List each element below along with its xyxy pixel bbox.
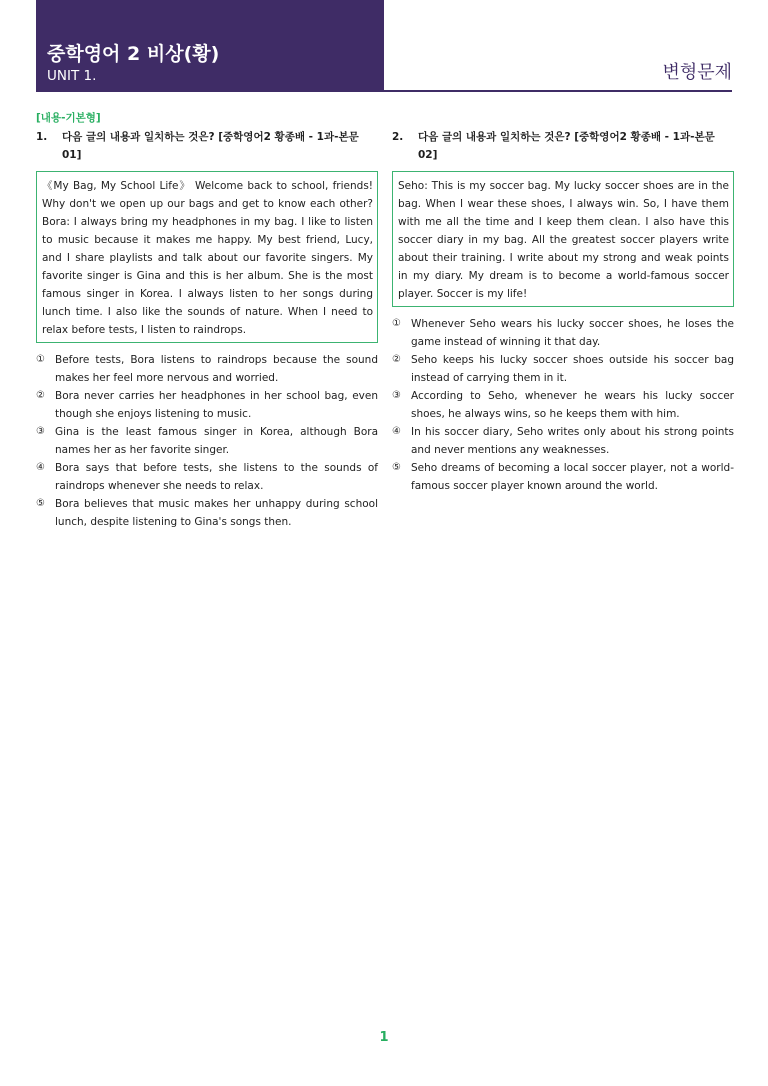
question-1 <box>36 110 378 531</box>
option-text: Gina is the least famous singer in Korea, although Bora names her as her favorite singer. <box>55 426 378 456</box>
question-prompt: 다음 글의 내용과 일치하는 것은? [중학영어2 황종배 - 1과-본문 02] <box>418 131 715 161</box>
option-number: ① <box>392 318 401 329</box>
option-4[interactable] <box>392 423 734 459</box>
option-number: ② <box>392 354 401 365</box>
category-tag: [내용-기본형] <box>36 112 101 124</box>
option-1[interactable] <box>392 315 734 351</box>
option-5[interactable] <box>36 495 378 531</box>
question-number: 1. <box>36 131 48 143</box>
option-text: Before tests, Bora listens to raindrops because the sound makes her feel more nervous and worried. <box>55 354 378 384</box>
option-2[interactable] <box>36 387 378 423</box>
option-text: Bora says that before tests, she listens to the sounds of raindrops whenever she needs to relax. <box>55 462 378 492</box>
option-number: ③ <box>36 426 45 437</box>
header-rule <box>384 90 732 92</box>
option-text: In his soccer diary, Seho writes only about his strong points and never mentions any weaknesses. <box>411 426 734 456</box>
answer-options <box>392 315 734 495</box>
option-text: Bora never carries her headphones in her school bag, even though she enjoys listening to music. <box>55 390 378 420</box>
option-text: Bora believes that music makes her unhappy during school lunch, despite listening to Gina's songs then. <box>55 498 378 528</box>
option-text: Seho keeps his lucky soccer shoes outside his soccer bag instead of carrying them in it. <box>411 354 734 384</box>
option-number: ① <box>36 354 45 365</box>
option-number: ⑤ <box>392 462 401 473</box>
option-number: ⑤ <box>36 498 45 509</box>
option-1[interactable] <box>36 351 378 387</box>
option-number: ③ <box>392 390 401 401</box>
option-2[interactable] <box>392 351 734 387</box>
page-number: 1 <box>379 1030 389 1045</box>
question-header <box>36 128 378 164</box>
answer-options <box>36 351 378 531</box>
option-text: Seho dreams of becoming a local soccer player, not a world-famous soccer player known around the world. <box>411 462 734 492</box>
section-title: 변형문제 <box>662 62 732 83</box>
option-number: ④ <box>392 426 401 437</box>
question-prompt: 다음 글의 내용과 일치하는 것은? [중학영어2 황종배 - 1과-본문 01] <box>62 131 359 161</box>
option-text: According to Seho, whenever he wears his lucky soccer shoes, he always wins, so he keeps them with him. <box>411 390 734 420</box>
passage-box: 《My Bag, My School Life》 Welcome back to school, friends! Why don't we open up our bags and get to know each other? Bora: I always bring my headphones in my bag. I like to listen to music because it makes me happy. My best friend, Lucy, and I share playlists and talk about our favorite singers. My favorite singer is Gina and this is her album. She is the most famous singer in Korea. I always listen to her songs during lunch time. I also like the sounds of nature. When I need to relax before tests, I listen to raindrops. <box>36 171 378 343</box>
option-number: ② <box>36 390 45 401</box>
question-header <box>392 128 734 164</box>
option-text: Whenever Seho wears his lucky soccer shoes, he loses the game instead of winning it that day. <box>411 318 734 348</box>
option-4[interactable] <box>36 459 378 495</box>
category-spacer <box>392 110 734 128</box>
question-2 <box>392 110 734 495</box>
book-title: 중학영어 2 비상(황) <box>47 43 220 65</box>
passage-box: Seho: This is my soccer bag. My lucky soccer shoes are in the bag. When I wear these shoes, I always win. So, I have them with me all the time and I keep them clean. I also have this soccer diary in my bag. All the greatest soccer players write about their training. I write about my strong and weak points in my diary. My dream is to become a world-famous soccer player. Soccer is my life! <box>392 171 734 307</box>
option-5[interactable] <box>392 459 734 495</box>
question-number: 2. <box>392 131 404 143</box>
option-3[interactable] <box>36 423 378 459</box>
unit-label: UNIT 1. <box>47 68 97 84</box>
option-3[interactable] <box>392 387 734 423</box>
option-number: ④ <box>36 462 45 473</box>
